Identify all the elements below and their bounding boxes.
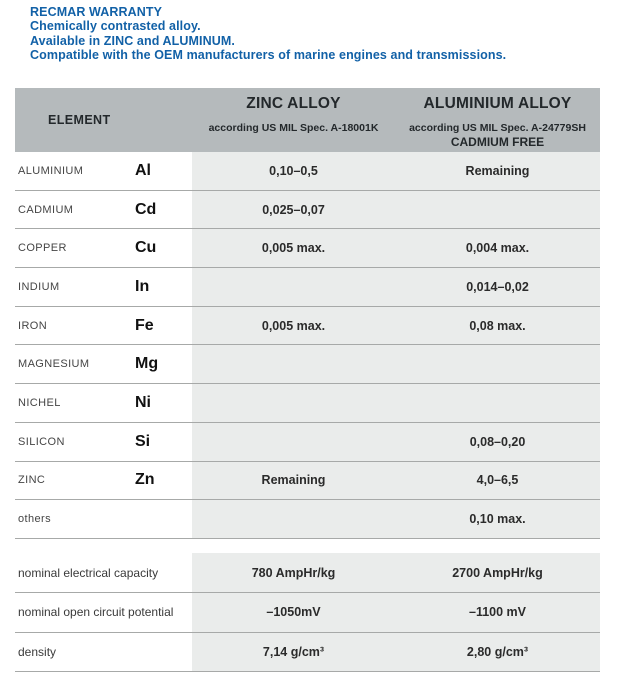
property-label: nominal electrical capacity bbox=[18, 565, 159, 580]
table-row bbox=[15, 152, 600, 191]
zinc-value bbox=[192, 384, 395, 422]
element-symbol: Cd bbox=[135, 200, 157, 218]
aluminium-value: 0,08 max. bbox=[395, 307, 600, 345]
zinc-alloy-title: ZINC ALLOY bbox=[246, 95, 341, 112]
table-row bbox=[15, 500, 600, 539]
zinc-value bbox=[192, 500, 395, 538]
table-row bbox=[15, 345, 600, 384]
section-gap bbox=[15, 539, 600, 554]
cadmium-free-note: CADMIUM FREE bbox=[450, 135, 545, 149]
table-row bbox=[15, 191, 600, 230]
element-name: MAGNESIUM bbox=[18, 358, 90, 371]
aluminium-value: Remaining bbox=[395, 152, 600, 190]
property-label: nominal open circuit potential bbox=[18, 605, 174, 620]
zinc-value: 0,025–0,07 bbox=[192, 191, 395, 229]
aluminium-value: –1100 mV bbox=[395, 593, 600, 632]
aluminium-value: 4,0–6,5 bbox=[395, 462, 600, 500]
zinc-value bbox=[192, 268, 395, 306]
element-name: ZINC bbox=[18, 474, 46, 487]
column-header-element: ELEMENT bbox=[48, 113, 111, 127]
intro-text bbox=[30, 5, 506, 62]
table-row bbox=[15, 229, 600, 268]
table-row bbox=[15, 268, 600, 307]
zinc-value bbox=[192, 345, 395, 383]
intro-line-available: Available in ZINC and ALUMINUM. bbox=[30, 33, 235, 48]
element-name: COPPER bbox=[18, 242, 67, 255]
aluminium-alloy-title: ALUMINIUM ALLOY bbox=[423, 95, 572, 112]
column-header-aluminium bbox=[395, 88, 600, 152]
zinc-value: –1050mV bbox=[192, 593, 395, 632]
alloy-spec-table bbox=[15, 88, 600, 672]
aluminium-value: 2700 AmpHr/kg bbox=[395, 553, 600, 592]
element-symbol: Mg bbox=[135, 355, 159, 373]
element-symbol: In bbox=[135, 277, 150, 295]
intro-line-alloy: Chemically contrasted alloy. bbox=[30, 19, 201, 34]
column-header-zinc bbox=[192, 88, 395, 152]
element-symbol: Zn bbox=[135, 471, 155, 489]
aluminium-value bbox=[395, 345, 600, 383]
aluminium-value bbox=[395, 191, 600, 229]
element-symbol: Ni bbox=[135, 393, 151, 411]
element-name: NICHEL bbox=[18, 396, 61, 409]
aluminium-value: 0,10 max. bbox=[395, 500, 600, 538]
zinc-value: 780 AmpHr/kg bbox=[192, 553, 395, 592]
zinc-alloy-spec: according US MIL Spec. A-18001K bbox=[208, 122, 379, 134]
element-name: CADMIUM bbox=[18, 203, 74, 216]
element-name: others bbox=[18, 513, 51, 526]
element-symbol: Cu bbox=[135, 239, 157, 257]
aluminium-value: 0,014–0,02 bbox=[395, 268, 600, 306]
table-header bbox=[15, 88, 600, 152]
zinc-value: 0,005 max. bbox=[192, 229, 395, 267]
table-row bbox=[15, 384, 600, 423]
element-name: IRON bbox=[18, 319, 48, 332]
table-row bbox=[15, 307, 600, 346]
element-name: INDIUM bbox=[18, 280, 60, 293]
zinc-value: 0,005 max. bbox=[192, 307, 395, 345]
aluminium-value bbox=[395, 384, 600, 422]
zinc-value: Remaining bbox=[192, 462, 395, 500]
aluminium-value: 0,004 max. bbox=[395, 229, 600, 267]
element-name: SILICON bbox=[18, 435, 65, 448]
property-row bbox=[15, 633, 600, 673]
element-symbol bbox=[135, 500, 192, 538]
element-symbol: Fe bbox=[135, 316, 154, 334]
property-label: density bbox=[18, 644, 57, 659]
zinc-value bbox=[192, 423, 395, 461]
intro-line-compatible: Compatible with the OEM manufacturers of marine engines and transmissions. bbox=[30, 47, 507, 62]
aluminium-alloy-spec: according US MIL Spec. A-24779SH bbox=[409, 122, 586, 134]
element-name: ALUMINIUM bbox=[18, 164, 84, 177]
table-row bbox=[15, 423, 600, 462]
zinc-value: 0,10–0,5 bbox=[192, 152, 395, 190]
property-row bbox=[15, 593, 600, 633]
element-symbol: Si bbox=[135, 432, 151, 450]
element-symbol: Al bbox=[135, 161, 151, 179]
aluminium-value: 2,80 g/cm³ bbox=[395, 633, 600, 672]
aluminium-value: 0,08–0,20 bbox=[395, 423, 600, 461]
table-row bbox=[15, 462, 600, 501]
intro-line-warranty: RECMAR WARRANTY bbox=[30, 5, 163, 19]
property-row bbox=[15, 553, 600, 593]
zinc-value: 7,14 g/cm³ bbox=[192, 633, 395, 672]
